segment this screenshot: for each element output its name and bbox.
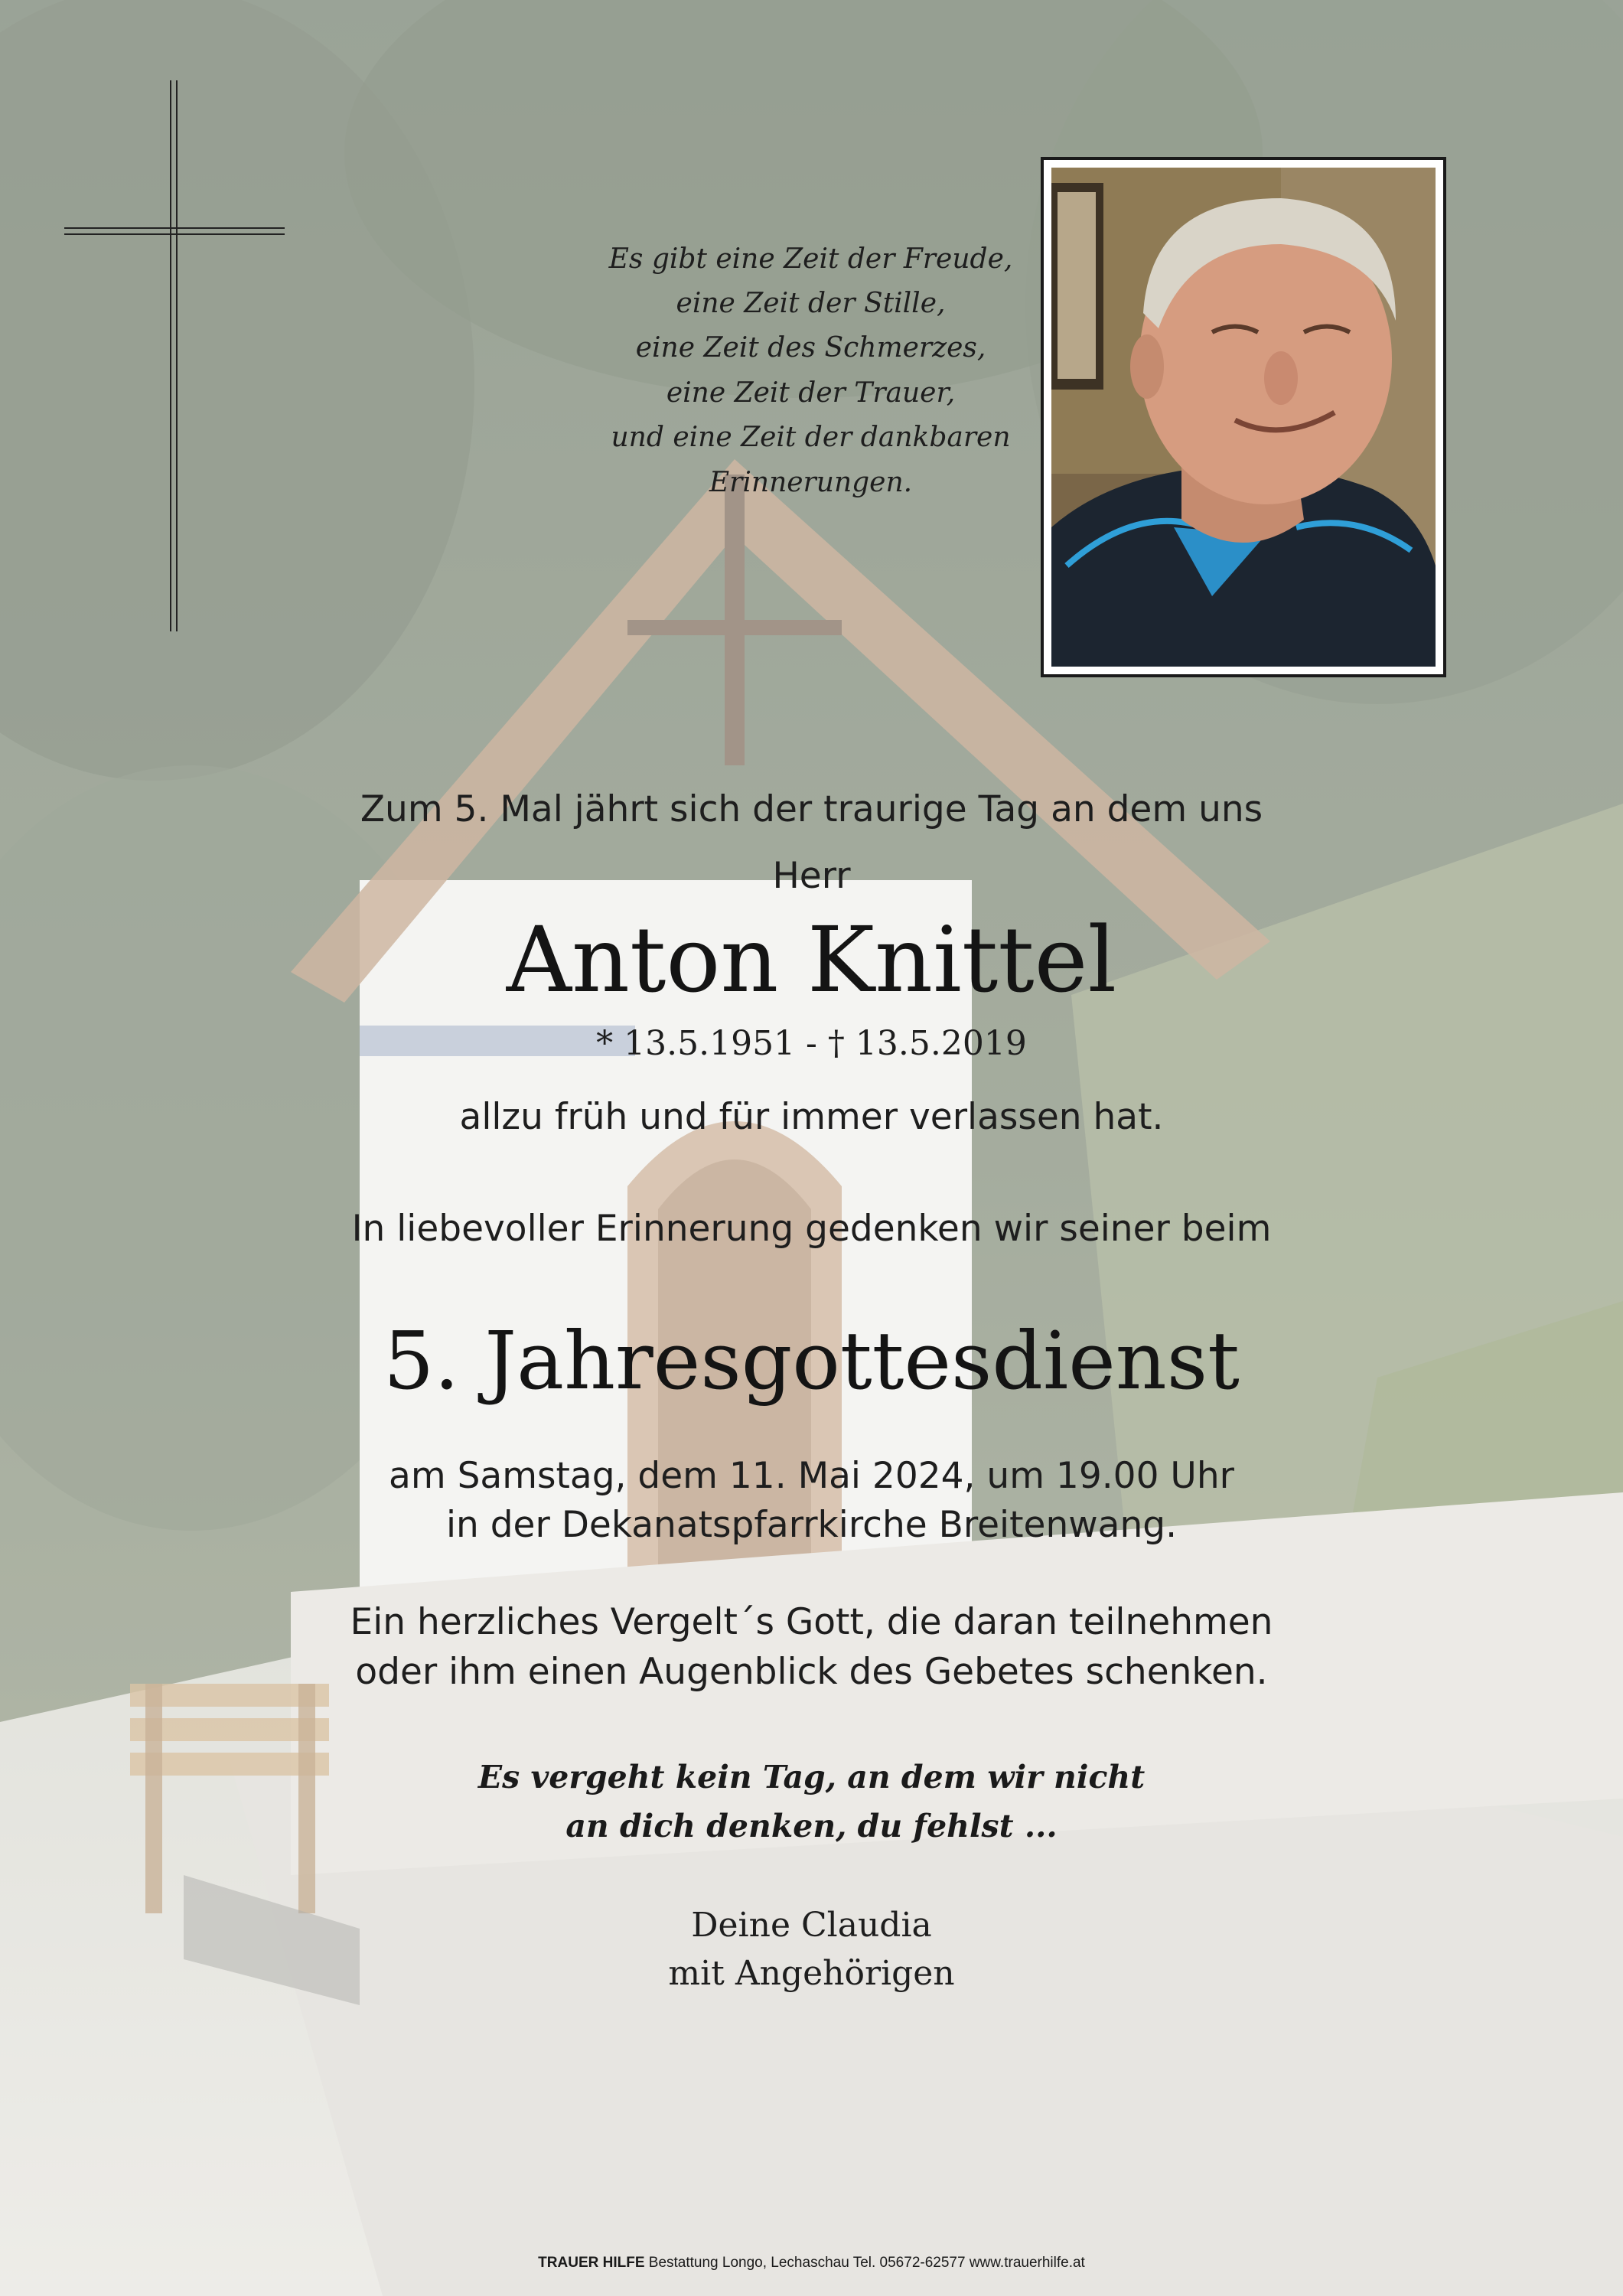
quote-line: eine Zeit der Stille,: [676, 288, 946, 319]
thanks-line: Ein herzliches Vergelt´s Gott, die daran teilnehmen: [350, 1601, 1273, 1643]
portrait-image: [1051, 168, 1436, 667]
footer-brand: TRAUER HILFE: [538, 2255, 645, 2271]
service-datetime: am Samstag, dem 11. Mai 2024, um 19.00 Uhr: [389, 1455, 1234, 1497]
portrait-photo: [1041, 157, 1446, 677]
memorial-intro: In liebevoller Erinnerung gedenken wir seiner beim: [351, 1208, 1272, 1250]
deceased-name: Anton Knittel: [506, 907, 1117, 1013]
quote-line: und eine Zeit der dankbaren: [611, 422, 1011, 453]
signature-line: Deine Claudia: [691, 1906, 932, 1945]
life-dates: * 13.5.1951 - † 13.5.2019: [596, 1024, 1027, 1063]
salutation: Herr: [772, 855, 851, 897]
footer-text: Bestattung Longo, Lechaschau Tel. 05672-62577 www.trauerhilfe.at: [648, 2255, 1085, 2271]
quote-line: Es gibt eine Zeit der Freude,: [608, 243, 1013, 275]
closing-line: an dich denken, du fehlst ...: [565, 1808, 1058, 1844]
service-title: 5. Jahresgottesdienst: [383, 1314, 1240, 1407]
quote-line: eine Zeit des Schmerzes,: [635, 332, 986, 364]
thanks-line: oder ihm einen Augenblick des Gebetes schenken.: [355, 1651, 1268, 1693]
intro-line: Zum 5. Mal jährt sich der traurige Tag an dem uns: [360, 788, 1263, 830]
quote-line: Erinnerungen.: [709, 467, 913, 498]
signature-line: mit Angehörigen: [668, 1954, 955, 1993]
intro-end-line: allzu früh und für immer verlassen hat.: [459, 1096, 1164, 1138]
footer: [0, 2255, 1623, 2272]
closing-line: Es vergeht kein Tag, an dem wir nicht: [477, 1759, 1146, 1795]
service-location: in der Dekanatspfarrkirche Breitenwang.: [445, 1504, 1178, 1546]
quote-line: eine Zeit der Trauer,: [666, 377, 956, 409]
